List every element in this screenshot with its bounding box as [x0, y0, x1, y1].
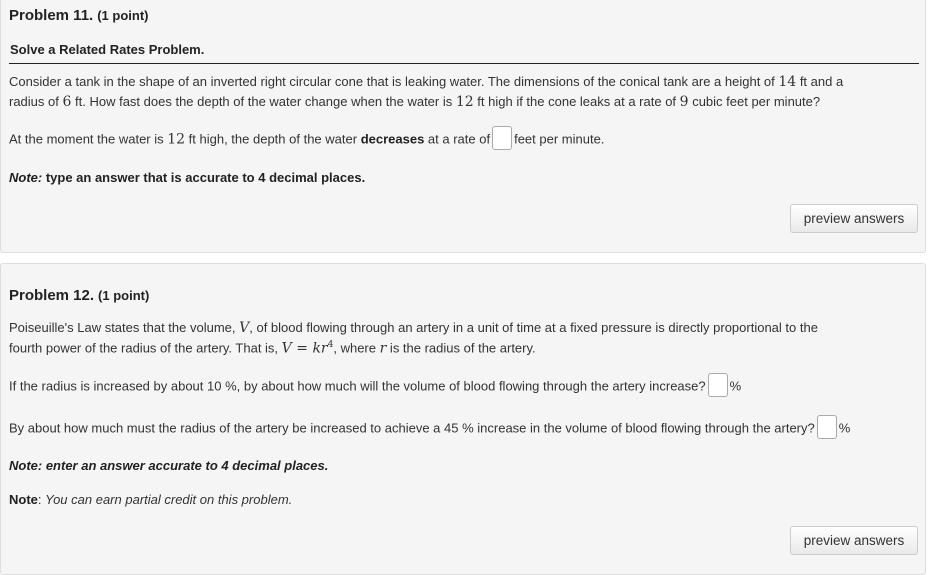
- divider: [9, 63, 919, 64]
- problem-11-card: [0, 0, 926, 253]
- problem-12-text-line1: Poiseuille's Law states that the volume, V, of blood flowing through an artery in a unit of time at a fixed pressure is directly proportional to the: [9, 320, 818, 336]
- problem-11-number: Problem 11.: [9, 7, 94, 24]
- problem-11-points: (1 point): [97, 8, 149, 23]
- preview-answers-button-12[interactable]: preview answers: [790, 526, 918, 555]
- problem-12-note-2: Note: You can earn partial credit on this problem.: [9, 492, 293, 507]
- answer-input-12a[interactable]: [708, 373, 728, 397]
- problem-12-points: (1 point): [98, 288, 150, 303]
- answer-input-11[interactable]: [492, 126, 512, 150]
- tank-height: 14: [778, 74, 797, 90]
- leak-rate: 9: [679, 94, 689, 110]
- problem-12-note-1: Note: enter an answer accurate to 4 decimal places.: [9, 458, 329, 473]
- preview-answers-button-11[interactable]: preview answers: [790, 204, 918, 233]
- problem-12-text-line2: fourth power of the radius of the artery. That is, $V = kr^4$, where r is the radius of the artery.: [9, 340, 536, 357]
- tank-radius: 6: [62, 94, 72, 110]
- problem-11-text-line1: Consider a tank in the shape of an inverted right circular cone that is leaking water. The dimensions of the conical tank are a height of 14 ft and a: [9, 74, 844, 90]
- problem-11-text-line2: radius of 6 ft. How fast does the depth of the water change when the water is 12 ft high if the cone leaks at a rate of 9 cubic feet per minute?: [9, 94, 821, 110]
- problem-11-question: At the moment the water is 12 ft high, the depth of the water decreases at a rate of feet per minute.: [9, 128, 604, 152]
- problem-11-note: Note: type an answer that is accurate to 4 decimal places.: [9, 170, 366, 185]
- problem-12-number: Problem 12.: [9, 287, 95, 304]
- problem-12-title: [9, 287, 149, 304]
- answer-input-12b[interactable]: [817, 415, 837, 439]
- water-depth: 12: [455, 94, 474, 110]
- problem-12-question-2: By about how much must the radius of the artery be increased to achieve a 45 % increase in the volume of blood flowing through the artery? %: [9, 417, 850, 441]
- problem-11-subtitle: Solve a Related Rates Problem.: [10, 42, 205, 57]
- problem-12-card: [0, 263, 926, 575]
- problem-11-title: [9, 7, 148, 24]
- problem-12-question-1: If the radius is increased by about 10 %, by about how much will the volume of blood flowing through the artery increase? %: [9, 375, 741, 399]
